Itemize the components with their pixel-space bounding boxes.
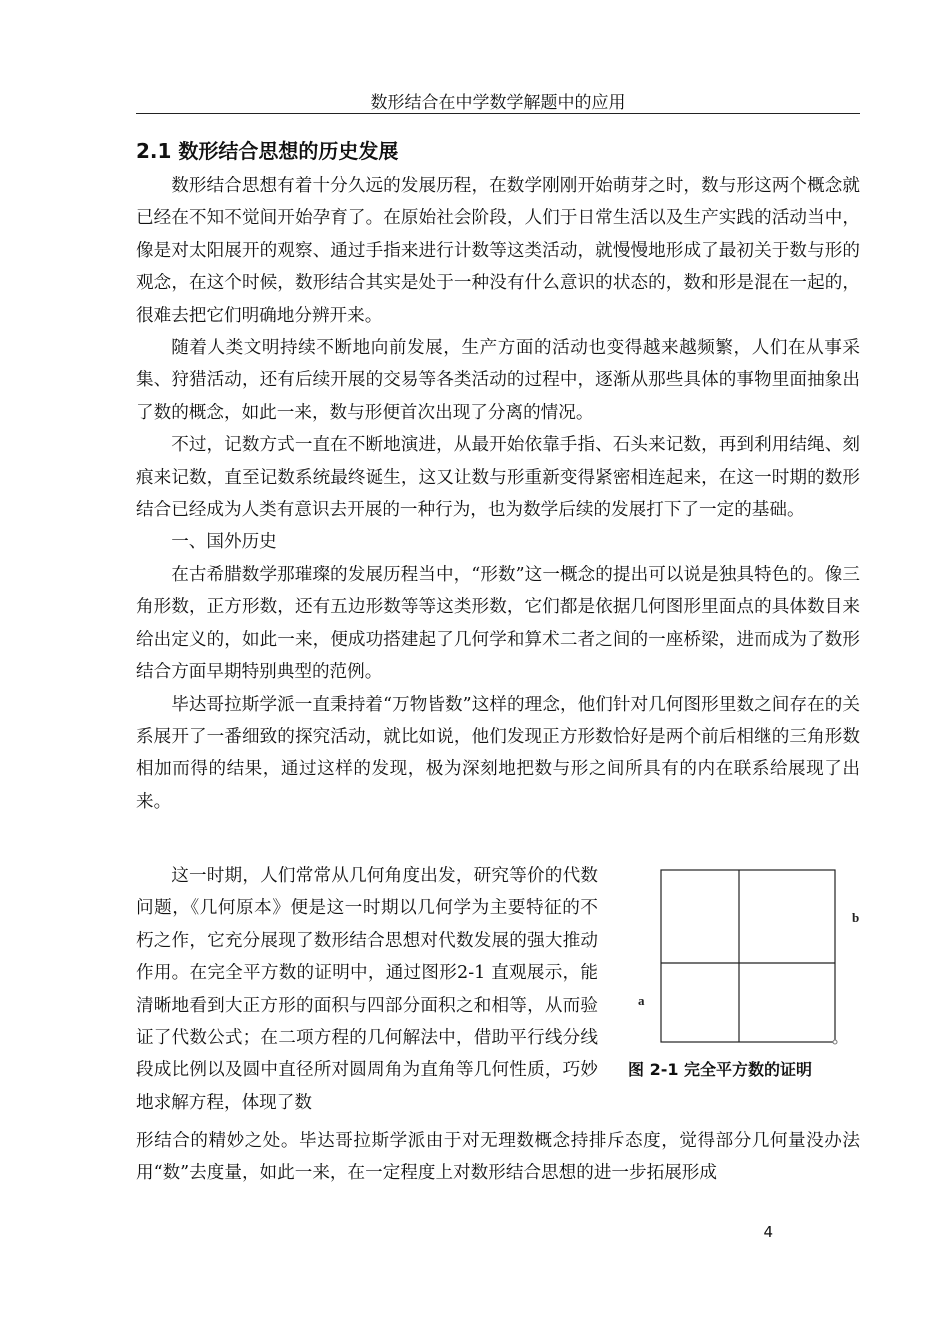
label-a: a [638, 993, 645, 1008]
running-header: 数形结合在中学数学解题中的应用 [370, 93, 626, 113]
label-b: b [852, 910, 860, 925]
paragraph: 不过，记数方式一直在不断地演进，从最开始依靠手指、石头来记数，再到利用结绳、刻痕来记数，直至记数系统最终诞生，这又让数与形重新变得紧密相连起来，在这一时期的数形结合已经成为人类有意识去开展的一种行为，也为数学后续的发展打下了一定的基础。 [136, 435, 860, 521]
subsection-heading: 一、国外历史 [171, 532, 277, 553]
page-number: 4 [763, 1223, 773, 1241]
section-title: 2.1 数形结合思想的历史发展 [136, 139, 399, 163]
figure-caption: 图 2-1 完全平方数的证明 [628, 1060, 813, 1079]
body-text [136, 170, 860, 818]
paragraph: 这一时期，人们常常从几何角度出发，研究等价的代数问题，《几何原本》便是这一时期以几何学为主要特征的不朽之作，它充分展现了数形结合思想对代数发展的强大推动作用。在完全平方数的证明中，通过图形2-1 直观展示，能清晰地看到大正方形的面积与四部分面积之和相等，从而验证了代数公式；在二项方程的几何解法中，借助平行线分线段成比例以及圆中直径所对圆周角为直角等几何性质，巧妙地求解方程，体现了数 [136, 866, 598, 1113]
corner-point [833, 1040, 837, 1044]
continued-text [136, 1125, 860, 1190]
wrapped-text [136, 860, 598, 1119]
header-rule [136, 113, 860, 114]
paragraph: 随着人类文明持续不断地向前发展，生产方面的活动也变得越来越频繁，人们在从事采集、狩猎活动，还有后续开展的交易等各类活动的过程中，逐渐从那些具体的事物里面抽象出了数的概念，如此一来，数与形便首次出现了分离的情况。 [136, 338, 860, 423]
outer-square [661, 870, 835, 1042]
paragraph: 数形结合思想有着十分久远的发展历程，在数学刚刚开始萌芽之时，数与形这两个概念就已经在不知不觉间开始孕育了。在原始社会阶段，人们于日常生活以及生产实践的活动当中，像是对太阳展开的观察、通过手指来进行计数等这类活动，就慢慢地形成了最初关于数与形的观念，在这个时候，数形结合其实是处于一种没有什么意识的状态的，数和形是混在一起的，很难去把它们明确地分辨开来。 [136, 176, 860, 326]
paragraph: 在古希腊数学那璀璨的发展历程当中，“形数”这一概念的提出可以说是独具特色的。像三角形数，正方形数，还有五边形数等等这类形数，它们都是依据几何图形里面点的具体数目来给出定义的，如此一来，便成功搭建起了几何学和算术二者之间的一座桥梁，进而成为了数形结合方面早期特别典型的范例。 [136, 564, 860, 683]
paragraph: 毕达哥拉斯学派一直秉持着“万物皆数”这样的理念，他们针对几何图形里数之间存在的关系展开了一番细致的探究活动，就比如说，他们发现正方形数恰好是两个前后相继的三角形数相加而得的结果，通过这样的发现，极为深刻地把数与形之间所具有的内在联系给展现了出来。 [136, 694, 860, 812]
paragraph-continuation: 形结合的精妙之处。毕达哥拉斯学派由于对无理数概念持排斥态度，觉得部分几何量没办法用“数”去度量，如此一来，在一定程度上对数形结合思想的进一步拓展形成 [136, 1131, 860, 1184]
